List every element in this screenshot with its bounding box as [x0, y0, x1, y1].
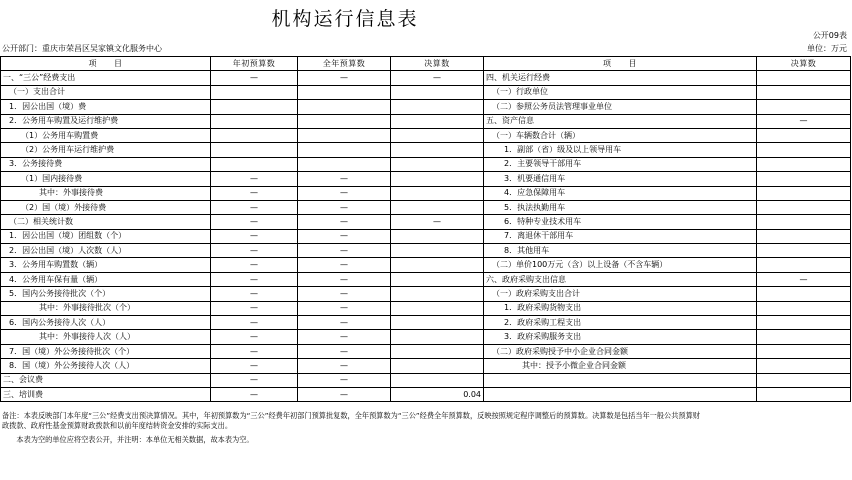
header-final-accounts: 决算数 [391, 57, 484, 71]
table-row [1, 359, 851, 373]
final-accounts-value [391, 316, 484, 330]
left-item-label: 3．公务接待费 [1, 157, 211, 171]
footnote-line-2: 政拨款、政府性基金预算财政拨款和以前年度结转资金安排的实际支出。 [2, 421, 233, 430]
left-item-label: （2）公务用车运行维护费 [1, 143, 211, 157]
final-accounts-value [391, 114, 484, 128]
begin-budget-value: — [211, 287, 298, 301]
full-year-budget-value: — [298, 244, 391, 258]
right-item-label: 2．政府采购工程支出 [484, 316, 757, 330]
final-accounts-value [391, 229, 484, 243]
header-right-item: 项 目 [484, 57, 757, 71]
right-item-label: （一）行政单位 [484, 85, 757, 99]
right-item-label: 六、政府采购支出信息 [484, 272, 757, 286]
left-item-label: 其中：外事接待批次（个） [1, 301, 211, 315]
table-row [1, 114, 851, 128]
right-final-value: — [757, 114, 851, 128]
table-row [1, 143, 851, 157]
right-final-value [757, 71, 851, 85]
right-item-label: （一）车辆数合计（辆） [484, 128, 757, 142]
begin-budget-value [211, 100, 298, 114]
right-final-value [757, 316, 851, 330]
final-accounts-value [391, 373, 484, 387]
right-final-value [757, 215, 851, 229]
right-final-value [757, 100, 851, 114]
begin-budget-value: — [211, 373, 298, 387]
begin-budget-value: — [211, 200, 298, 214]
table-row [1, 186, 851, 200]
final-accounts-value [391, 172, 484, 186]
right-item-label: 8．其他用车 [484, 244, 757, 258]
left-item-label: 2．公务用车购置及运行维护费 [1, 114, 211, 128]
table-row [1, 330, 851, 344]
right-item-label: （一）政府采购支出合计 [484, 287, 757, 301]
final-accounts-value: 0.04 [391, 387, 484, 401]
begin-budget-value: — [211, 301, 298, 315]
full-year-budget-value: — [298, 200, 391, 214]
header-begin-budget: 年初预算数 [211, 57, 298, 71]
right-item-label: 1．政府采购货物支出 [484, 301, 757, 315]
begin-budget-value: — [211, 359, 298, 373]
table-row [1, 301, 851, 315]
full-year-budget-value: — [298, 287, 391, 301]
left-item-label: 其中：外事接待人次（人） [1, 330, 211, 344]
table-row [1, 387, 851, 401]
final-accounts-value [391, 258, 484, 272]
left-item-label: 7．国（境）外公务接待批次（个） [1, 344, 211, 358]
right-final-value [757, 387, 851, 401]
unit-label: 单位：万元 [807, 44, 847, 53]
right-final-value [757, 143, 851, 157]
left-item-label: 其中：外事接待费 [1, 186, 211, 200]
final-accounts-value: — [391, 215, 484, 229]
table-header-row [1, 57, 851, 71]
begin-budget-value: — [211, 344, 298, 358]
full-year-budget-value: — [298, 387, 391, 401]
final-accounts-value [391, 85, 484, 99]
right-item-label: （二）政府采购授予中小企业合同金额 [484, 344, 757, 358]
right-final-value [757, 330, 851, 344]
right-final-value [757, 287, 851, 301]
header-right-final: 决算数 [757, 57, 851, 71]
header-left-item: 项 目 [1, 57, 211, 71]
full-year-budget-value: — [298, 344, 391, 358]
right-item-label: 6．特种专业技术用车 [484, 215, 757, 229]
right-final-value [757, 344, 851, 358]
footnote-line-3: 本表为空的单位应将空表公开，并注明：本单位无相关数据，故本表为空。 [2, 435, 254, 444]
begin-budget-value: — [211, 229, 298, 243]
left-item-label: （一）支出合计 [1, 85, 211, 99]
begin-budget-value: — [211, 186, 298, 200]
right-item-label: 五、资产信息 [484, 114, 757, 128]
right-item-label: （二）参照公务员法管理事业单位 [484, 100, 757, 114]
table-row [1, 71, 851, 85]
begin-budget-value: — [211, 172, 298, 186]
left-item-label: 5．国内公务接待批次（个） [1, 287, 211, 301]
full-year-budget-value [298, 143, 391, 157]
final-accounts-value [391, 100, 484, 114]
table-row [1, 373, 851, 387]
form-code: 公开09表 [812, 31, 847, 40]
begin-budget-value [211, 85, 298, 99]
full-year-budget-value: — [298, 373, 391, 387]
right-final-value [757, 244, 851, 258]
right-final-value [757, 359, 851, 373]
right-item-label: 2．主要领导干部用车 [484, 157, 757, 171]
begin-budget-value: — [211, 71, 298, 85]
begin-budget-value: — [211, 258, 298, 272]
left-item-label: 6．国内公务接待人次（人） [1, 316, 211, 330]
begin-budget-value [211, 143, 298, 157]
full-year-budget-value [298, 128, 391, 142]
final-accounts-value [391, 186, 484, 200]
right-final-value [757, 186, 851, 200]
final-accounts-value: — [391, 71, 484, 85]
table-body [1, 71, 851, 402]
begin-budget-value [211, 114, 298, 128]
right-final-value [757, 229, 851, 243]
left-item-label: 1．因公出国（境）团组数（个） [1, 229, 211, 243]
right-item-label: 四、机关运行经费 [484, 71, 757, 85]
right-item-label: 4．应急保障用车 [484, 186, 757, 200]
table-row [1, 100, 851, 114]
info-table [0, 56, 851, 402]
right-final-value [757, 301, 851, 315]
full-year-budget-value: — [298, 172, 391, 186]
right-final-value [757, 200, 851, 214]
table-row [1, 258, 851, 272]
right-item-label: 7．离退休干部用车 [484, 229, 757, 243]
full-year-budget-value: — [298, 301, 391, 315]
final-accounts-value [391, 287, 484, 301]
right-final-value [757, 172, 851, 186]
begin-budget-value: — [211, 244, 298, 258]
right-final-value [757, 157, 851, 171]
page-title: 机构运行信息表 [271, 8, 419, 30]
right-final-value: — [757, 272, 851, 286]
left-item-label: 1．因公出国（境）费 [1, 100, 211, 114]
begin-budget-value [211, 128, 298, 142]
left-item-label: 一、“三公”经费支出 [1, 71, 211, 85]
final-accounts-value [391, 272, 484, 286]
footnote-line-1: 备注：本表反映部门本年度“三公”经费支出预决算情况。其中，年初预算数为“三公”经费年初部门预算批复数，全年预算数为“三公”经费全年预算数，反映按照规定程序调整后的预算数。决算数是包括当年一般公共预算财 [2, 411, 700, 420]
table-row [1, 287, 851, 301]
left-item-label: （1）国内接待费 [1, 172, 211, 186]
table-row [1, 344, 851, 358]
left-item-label: 2．因公出国（境）人次数（人） [1, 244, 211, 258]
final-accounts-value [391, 344, 484, 358]
right-final-value [757, 258, 851, 272]
table-row [1, 215, 851, 229]
table-row [1, 244, 851, 258]
full-year-budget-value [298, 100, 391, 114]
table-row [1, 272, 851, 286]
full-year-budget-value: — [298, 215, 391, 229]
full-year-budget-value [298, 157, 391, 171]
final-accounts-value [391, 330, 484, 344]
full-year-budget-value [298, 114, 391, 128]
right-final-value [757, 373, 851, 387]
left-item-label: 二、会议费 [1, 373, 211, 387]
table-row [1, 200, 851, 214]
right-item-label: 3．机要通信用车 [484, 172, 757, 186]
final-accounts-value [391, 157, 484, 171]
table-row [1, 128, 851, 142]
final-accounts-value [391, 359, 484, 373]
right-final-value [757, 128, 851, 142]
full-year-budget-value: — [298, 71, 391, 85]
begin-budget-value [211, 157, 298, 171]
right-item-label: 5．执法执勤用车 [484, 200, 757, 214]
final-accounts-value [391, 301, 484, 315]
department-label: 公开部门：重庆市荣昌区吴家镇文化服务中心 [2, 44, 162, 53]
full-year-budget-value: — [298, 186, 391, 200]
full-year-budget-value: — [298, 359, 391, 373]
right-item-label [484, 373, 757, 387]
begin-budget-value: — [211, 330, 298, 344]
final-accounts-value [391, 244, 484, 258]
left-item-label: （二）相关统计数 [1, 215, 211, 229]
table-row [1, 157, 851, 171]
full-year-budget-value [298, 85, 391, 99]
left-item-label: 8．国（境）外公务接待人次（人） [1, 359, 211, 373]
right-final-value [757, 85, 851, 99]
left-item-label: （1）公务用车购置费 [1, 128, 211, 142]
begin-budget-value: — [211, 316, 298, 330]
full-year-budget-value: — [298, 229, 391, 243]
begin-budget-value: — [211, 272, 298, 286]
full-year-budget-value: — [298, 258, 391, 272]
right-item-label [484, 387, 757, 401]
full-year-budget-value: — [298, 316, 391, 330]
right-item-label: （二）单价100万元（含）以上设备（不含车辆） [484, 258, 757, 272]
left-item-label: （2）国（境）外接待费 [1, 200, 211, 214]
begin-budget-value: — [211, 387, 298, 401]
left-item-label: 4．公务用车保有量（辆） [1, 272, 211, 286]
right-item-label: 1．副部（省）级及以上领导用车 [484, 143, 757, 157]
final-accounts-value [391, 128, 484, 142]
full-year-budget-value: — [298, 272, 391, 286]
table-row [1, 85, 851, 99]
left-item-label: 3．公务用车购置数（辆） [1, 258, 211, 272]
final-accounts-value [391, 143, 484, 157]
table-row [1, 172, 851, 186]
table-row [1, 316, 851, 330]
right-item-label: 3．政府采购服务支出 [484, 330, 757, 344]
final-accounts-value [391, 200, 484, 214]
header-full-year-budget: 全年预算数 [298, 57, 391, 71]
left-item-label: 三、培训费 [1, 387, 211, 401]
right-item-label: 其中：授予小微企业合同金额 [484, 359, 757, 373]
begin-budget-value: — [211, 215, 298, 229]
table-row [1, 229, 851, 243]
full-year-budget-value: — [298, 330, 391, 344]
